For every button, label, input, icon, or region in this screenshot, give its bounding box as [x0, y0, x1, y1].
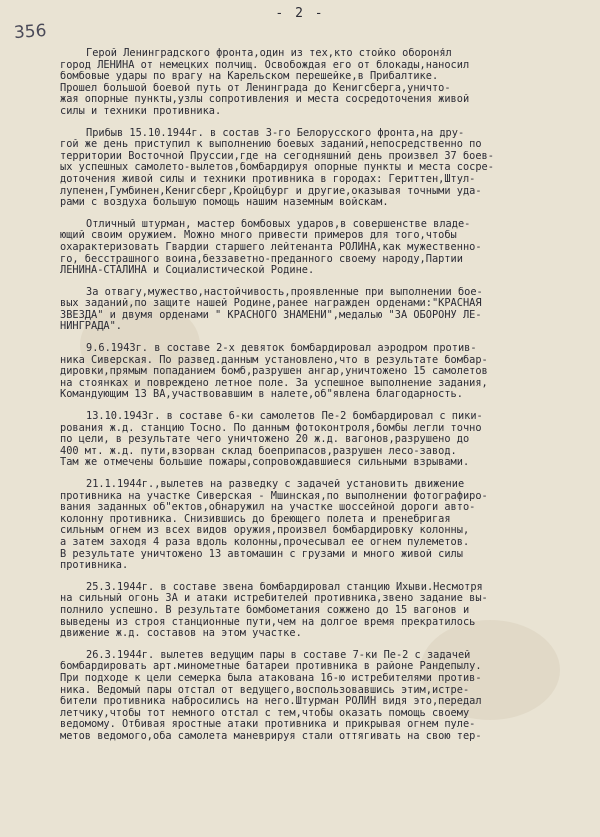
text-line: НИНГРАДА".: [60, 321, 122, 333]
text-line: Там же отмечены большие пожары,сопровождавшиеся сильными взрывами.: [60, 457, 470, 469]
text-line: на сильный огонь ЗА и атаки истребителей противника,звено задание вы-: [60, 593, 488, 605]
text-line: противника.: [60, 560, 129, 572]
text-line: За отвагу,мужество,настойчивость,проявленные при выполнении бое-: [86, 286, 483, 298]
text-line: Командующим 13 ВА,участвовавшим в налете,об"явлена благодарность.: [60, 389, 463, 401]
text-line: колонну противника. Снизившись до бреющего полета и пренебригая: [60, 513, 451, 525]
text-line: рами с воздуха большую помощь нашим наземным войскам.: [60, 197, 389, 209]
archive-number: 356: [13, 20, 48, 44]
text-line: а затем заходя 4 раза вдоль колонны,прочесывал ее огнем пулеметов.: [60, 536, 470, 548]
text-line: ника. Ведомый пары отстал от ведущего,воспользовавшись этим,истре-: [60, 684, 470, 696]
text-line: ющий своим оружием. Можно много привести примеров для того,чтобы: [60, 230, 457, 242]
text-line: ника Сиверская. По развед.данным установлено,что в результате бомбар-: [60, 354, 488, 366]
text-line: 13.10.1943г. в составе 6-ки самолетов Пе-2 бомбардировал с пики-: [86, 411, 483, 423]
text-line: вых заданий,по защите нашей Родине,ранее награжден орденами:"КРАСНАЯ: [60, 298, 482, 310]
text-line: Отличный штурман, мастер бомбовых ударов,в совершенстве владе-: [86, 218, 471, 230]
document-body: [60, 48, 572, 752]
text-line: ЗВЕЗДА" и двумя орденами " КРАСНОГО ЗНАМЕНИ",медалью "ЗА ОБОРОНУ ЛЕ-: [60, 309, 482, 321]
text-line: доточения живой силы и техники противника в городах: Гериттен,Штул-: [60, 173, 476, 185]
text-line: бители противника набросились на него.Штурман РОЛИН видя это,передал: [60, 696, 482, 708]
text-line: 9.6.1943г. в составе 2-х девяток бомбардировал аэродром против-: [86, 343, 477, 355]
text-line: город ЛЕНИНА от немецких полчищ. Освобождая его от блокады,наносил: [60, 59, 470, 71]
paragraph: [60, 411, 572, 469]
text-line: ых успешных самолето-вылетов,бомбардируя опорные пункты и места сосре-: [60, 162, 494, 174]
text-line: противника на участке Сиверская - Мшинская,по выполнении фотографиро-: [60, 490, 488, 502]
text-line: территории Восточной Пруссии,где на сегодняшний день произвел 37 боев-: [60, 150, 494, 162]
text-line: 26.3.1944г. вылетев ведущим пары в составе 7-ки Пе-2 с задачей: [86, 649, 471, 661]
page-number: - 2 -: [275, 6, 325, 21]
paragraph: [60, 582, 572, 640]
text-line: летчику,чтобы тот немного отстал с тем,чтобы оказать помощь своему: [60, 707, 470, 719]
text-line: ЛЕНИНА-СТАЛИНА и Социалистической Родине.: [60, 265, 315, 277]
text-line: 25.3.1944г. в составе звена бомбардировал станцию Ихыви.Несмотря: [86, 581, 483, 593]
text-line: метов ведомого,оба самолета маневрируя стали оттягивать на свою тер-: [60, 730, 482, 742]
paragraph: [60, 48, 572, 118]
text-line: Прошел большой боевой путь от Ленинграда до Кенигсберга,уничто-: [60, 82, 451, 94]
text-line: выведены из строя станционные пути,чем на долгое время прекратилось: [60, 616, 476, 628]
text-line: охарактеризовать Гвардии старшего лейтенанта РОЛИНА,как мужественно-: [60, 241, 482, 253]
text-line: по цели, в результате чего уничтожено 20 ж.д. вагонов,разрушено до: [60, 434, 470, 446]
text-line: Прибыв 15.10.1944г. в состав 3-го Белорусского фронта,на дру-: [86, 127, 465, 139]
text-line: на стоянках и повреждено летное поле. За успешное выполнение задания,: [60, 377, 488, 389]
paragraph: [60, 343, 572, 401]
text-line: бомбардировать арт.минометные батареи противника в районе Рандепылу.: [60, 661, 482, 673]
text-line: бомбовые удары по врагу на Карельском перешейке,в Прибалтике.: [60, 71, 439, 83]
text-line: В результате уничтожено 13 автомашин с грузами и много живой силы: [60, 548, 463, 560]
text-line: жая опорные пункты,узлы сопротивления и места сосредоточения живой: [60, 94, 470, 106]
text-line: силы и техники противника.: [60, 105, 222, 117]
text-line: го, бесстрашного воина,беззаветно-преданного своему народу,Партии: [60, 253, 463, 265]
text-line: полнило успешно. В результате бомбометания сожжено до 15 вагонов и: [60, 604, 470, 616]
paragraph: [60, 479, 572, 572]
text-line: рования ж.д. станцию Тосно. По данным фотоконтроля,бомбы легли точно: [60, 422, 482, 434]
paragraph: [60, 287, 572, 333]
text-line: 21.1.1944г.,вылетев на разведку с задачей установить движение: [86, 479, 465, 490]
paragraph: [60, 650, 572, 743]
text-line: При подходе к цели семерка была атакована 16-ю истребителями против-: [60, 672, 482, 684]
paragraph: [60, 219, 572, 277]
text-line: Герой Ленинградского фронта,один из тех,кто стойко обороня́л: [86, 48, 452, 59]
text-line: ведомому. Отбивая яростные атаки противника и прикрывая огнем пуле-: [60, 719, 476, 731]
text-line: движение ж.д. составов на этом участке.: [60, 628, 302, 640]
text-line: гой же день приступил к выполнению боевых заданий,непосредственно по: [60, 139, 482, 151]
text-line: лупенен,Гумбинен,Кенигсберг,Кройцбург и другие,оказывая точными уда-: [60, 185, 482, 197]
text-line: сильным огнем из всех видов оружия,произвел бомбардировку колонны,: [60, 525, 470, 537]
text-line: 400 мт. ж.д. пути,взорван склад боеприпасов,разрушен лесо-завод.: [60, 445, 457, 457]
paragraph: [60, 128, 572, 209]
text-line: вания заданных об"ектов,обнаружил на участке шоссейной дороги авто-: [60, 502, 476, 514]
text-line: дировки,прямым попаданием бомб,разрушен ангар,уничтожено 15 самолетов: [60, 366, 488, 378]
